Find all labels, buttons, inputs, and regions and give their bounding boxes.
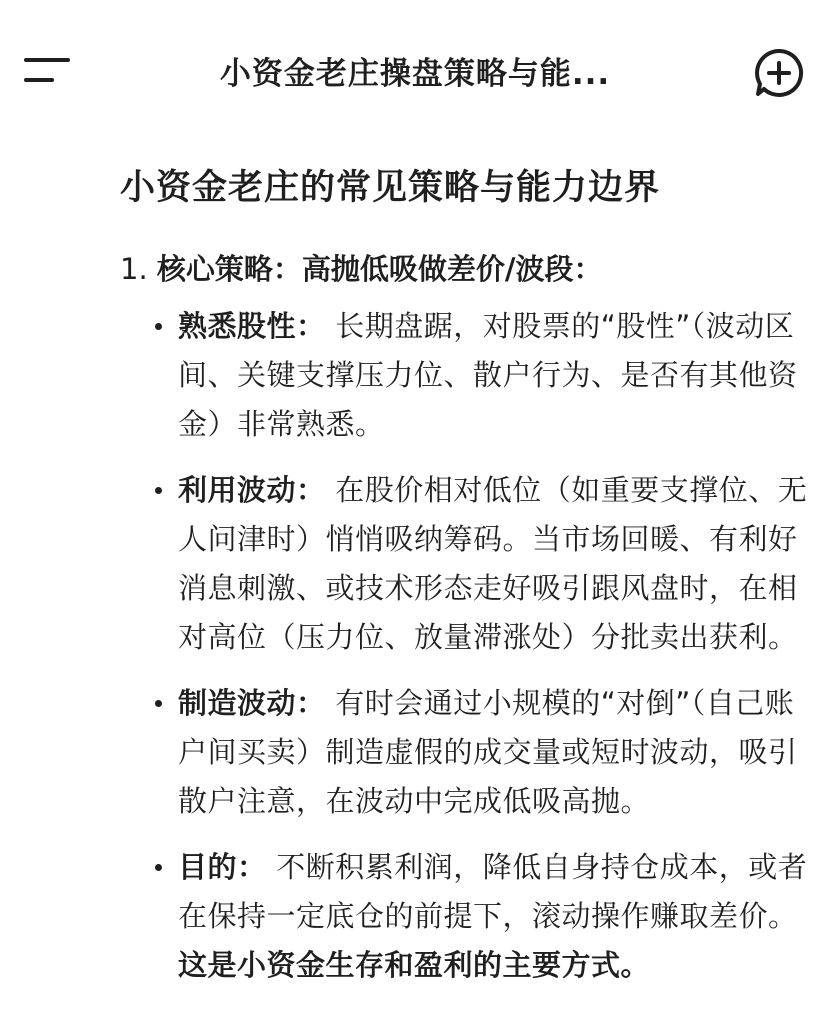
menu-button[interactable]: [24, 54, 74, 90]
new-chat-button[interactable]: [752, 46, 806, 100]
item-number: 1.: [120, 252, 148, 286]
list-item: [120, 679, 810, 826]
menu-icon-line: [24, 78, 54, 82]
bullet-term: 利用波动：: [178, 473, 326, 507]
bullet-term: 目的：: [178, 850, 267, 884]
bullet-list: [120, 302, 810, 990]
bullet-term: 制造波动：: [178, 686, 326, 720]
bullet-icon: [155, 700, 162, 707]
conversation-title[interactable]: 小资金老庄操盘策略与能...: [219, 56, 611, 92]
bullet-text: 有时会通过小规模的“对倒”（自己账户间买卖）制造虚假的成交量或短时波动，吸引散户注意，在波动中完成低吸高抛。: [178, 686, 798, 818]
menu-icon: [24, 58, 70, 62]
bullet-text: 在股价相对低位（如重要支撑位、无人问津时）悄悄吸纳筹码。当市场回暖、有利好消息刺激、或技术形态走好吸引跟风盘时，在相对高位（压力位、放量滞涨处）分批卖出获利。: [178, 473, 808, 654]
item-label: 核心策略：高抛低吸做差价/波段：: [156, 252, 603, 286]
bullet-icon: [155, 864, 162, 871]
list-item: [120, 466, 810, 662]
bullet-emphasis: 这是小资金生存和盈利的主要方式。: [178, 948, 651, 982]
message-content: [120, 160, 810, 1007]
numbered-item-1: [120, 246, 810, 292]
plus-chat-icon: [752, 46, 806, 100]
list-item: [120, 843, 810, 990]
top-bar: [0, 0, 829, 140]
article-heading: 小资金老庄的常见策略与能力边界: [120, 168, 661, 208]
bullet-icon: [155, 323, 162, 330]
bullet-text: 不断积累利润，降低自身持仓成本，或者在保持一定底仓的前提下，滚动操作赚取差价。: [178, 850, 808, 933]
bullet-text: 长期盘踞，对股票的“股性”（波动区间、关键支撑压力位、散户行为、是否有其他资金）非常熟悉。: [178, 309, 798, 441]
bullet-term: 熟悉股性：: [178, 309, 326, 343]
list-item: [120, 302, 810, 449]
bullet-icon: [155, 487, 162, 494]
